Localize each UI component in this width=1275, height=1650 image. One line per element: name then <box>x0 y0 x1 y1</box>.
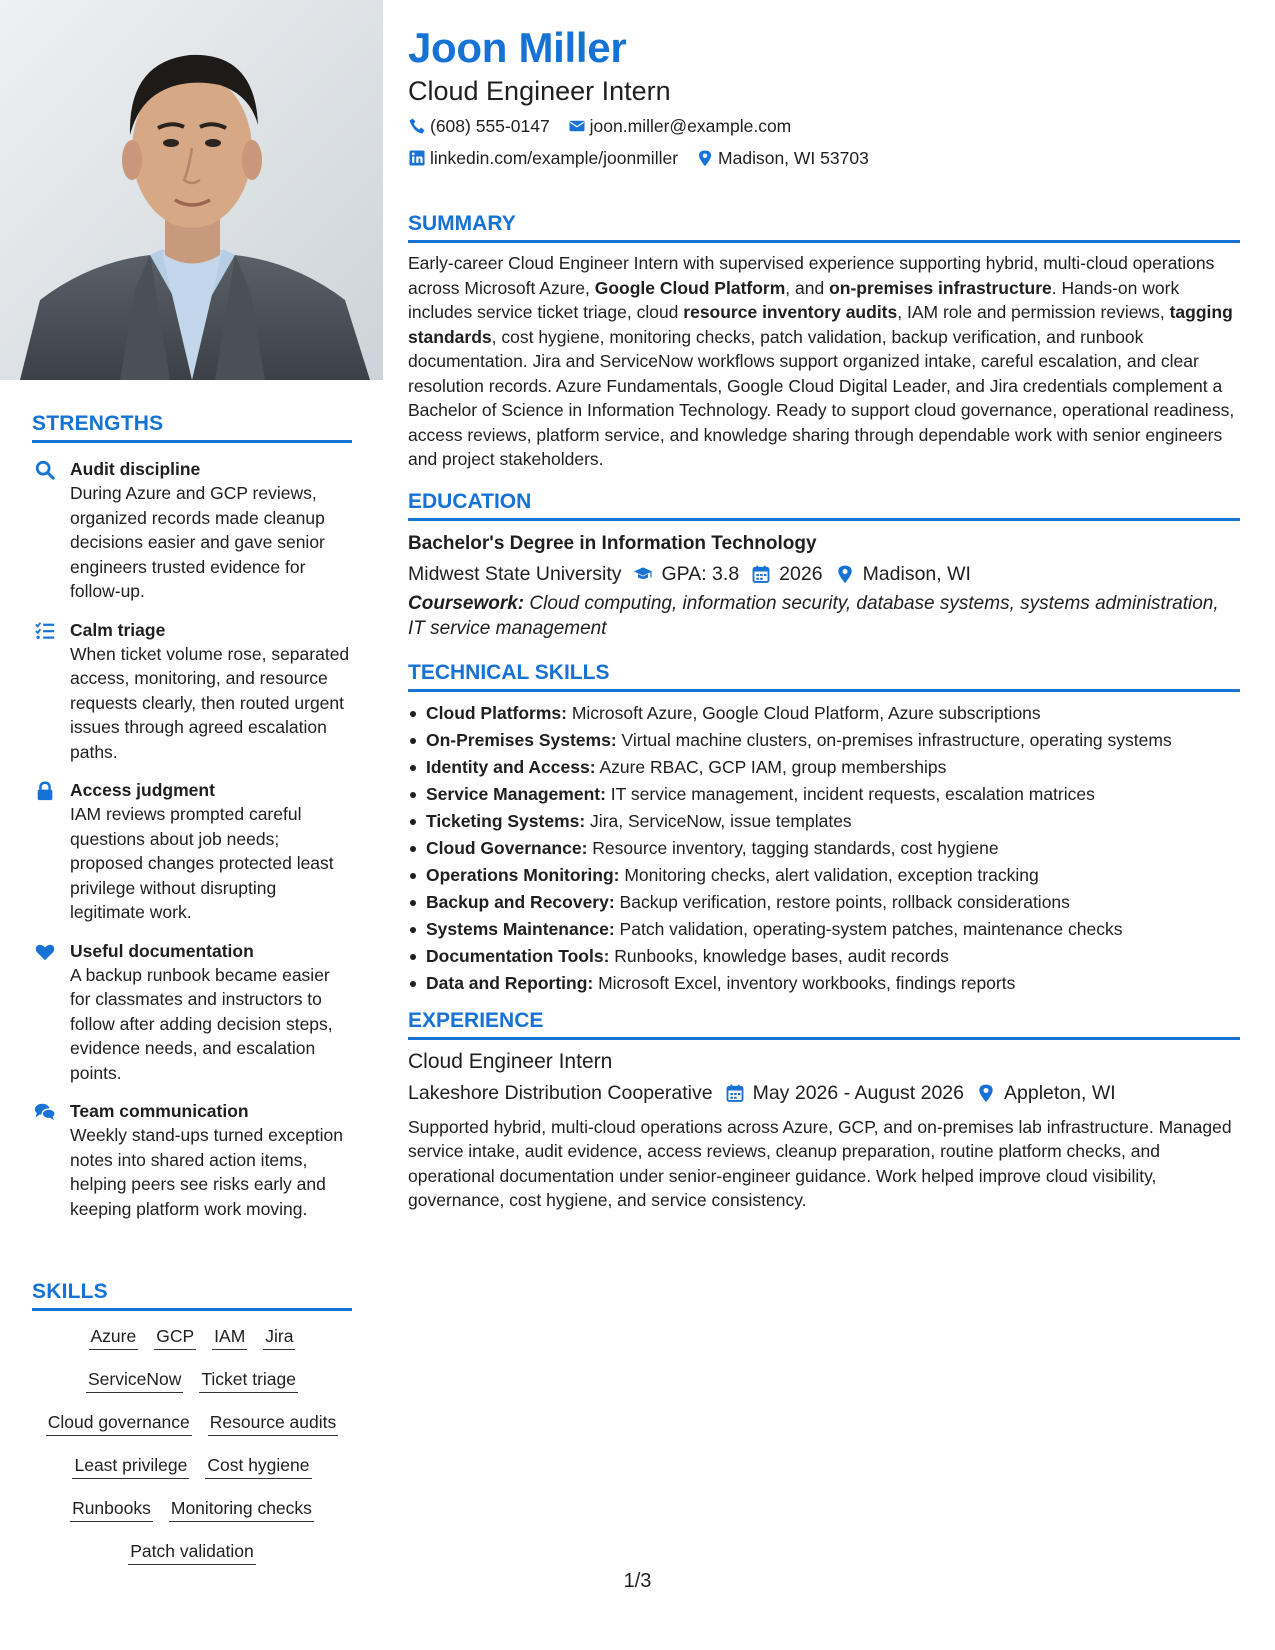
skill-row <box>32 1497 352 1522</box>
strength-text: A backup runbook became easier for classmates and instructors to follow after adding decision steps, evidence needs, and escalation points. <box>70 964 333 1083</box>
skill-tag: Monitoring checks <box>169 1497 314 1522</box>
skill-tag: Cloud governance <box>46 1411 192 1436</box>
skill-tag: Resource audits <box>208 1411 338 1436</box>
skill-tag: Patch validation <box>128 1540 256 1565</box>
education-title: EDUCATION <box>408 490 1240 521</box>
summary-title: SUMMARY <box>408 212 1240 243</box>
phone-text: (608) 555-0147 <box>430 116 550 136</box>
technical-skill-item: Operations Monitoring: Monitoring checks, alert validation, exception tracking <box>408 862 1240 889</box>
experience-section <box>408 1009 1240 1213</box>
heart-icon <box>34 941 56 963</box>
email-contact[interactable] <box>568 114 792 138</box>
envelope-icon <box>568 117 586 135</box>
job-info <box>408 1079 1240 1107</box>
job-description: Supported hybrid, multi-cloud operations across Azure, GCP, and on-premises lab infrastructure. Managed service intake, audit evidence, access reviews, cleanup preparation, routine platform checks, and operational documentation under senior-engineer guidance. Work helped improve cloud visibility, governance, cost hygiene, and service consistency. <box>408 1116 1232 1210</box>
school-name: Midwest State University <box>408 562 622 585</box>
experience-title: EXPERIENCE <box>408 1009 1240 1040</box>
strength-title: Access judgment <box>70 780 215 800</box>
job-dates: May 2026 - August 2026 <box>725 1079 964 1107</box>
calendar-icon <box>751 564 771 584</box>
grad-year: 2026 <box>751 560 822 588</box>
strength-title: Team communication <box>70 1101 249 1121</box>
profile-photo <box>0 0 383 380</box>
skill-tags <box>32 1325 352 1565</box>
strength-text: During Azure and GCP reviews, organized records made cleanup decisions easier and gave senior engineers trusted evidence for follow-up. <box>70 483 325 601</box>
summary-text: Early-career Cloud Engineer Intern with supervised experience supporting hybrid, multi-cloud operations across Microsoft Azure, Google Cloud Platform, and on-premises infrastructure. Hands-on work includes service ticket triage, cloud resource inventory audits, IAM role and permission reviews, tagging standards, cost hygiene, monitoring checks, patch validation, backup verification, and runbook documentation. Jira and ServiceNow workflows support organized intake, careful escalation, and clear resolution records. Azure Fundamentals, Google Cloud Digital Leader, and Jira credentials complement a Bachelor of Science in Information Technology. Ready to support cloud governance, operational readiness, access reviews, platform service, and knowledge sharing through dependable work with senior engineers and project stakeholders. <box>408 253 1235 469</box>
technical-skill-item: On-Premises Systems: Virtual machine clusters, on-premises infrastructure, operating systems <box>408 727 1240 754</box>
skill-tag: Cost hygiene <box>205 1454 311 1479</box>
map-pin-icon <box>835 564 855 584</box>
skill-tag: ServiceNow <box>86 1368 183 1393</box>
technical-skills-list <box>408 700 1240 997</box>
education-info <box>408 560 1240 588</box>
skill-tag: Jira <box>263 1325 295 1350</box>
search-icon <box>34 459 56 481</box>
gpa: GPA: 3.8 <box>633 560 739 588</box>
skill-row <box>32 1411 352 1436</box>
skill-tag: Ticket triage <box>199 1368 298 1393</box>
strength-item <box>32 618 352 765</box>
skill-row <box>32 1368 352 1393</box>
technical-skill-item: Systems Maintenance: Patch validation, operating-system patches, maintenance checks <box>408 916 1240 943</box>
coursework: Coursework: Cloud computing, information security, database systems, systems administration, IT service management <box>408 592 1219 639</box>
strength-text: IAM reviews prompted careful questions about job needs; proposed changes protected least privilege without disrupting legitimate work. <box>70 804 334 922</box>
technical-skills-section <box>408 661 1240 997</box>
technical-skill-item: Ticketing Systems: Jira, ServiceNow, issue templates <box>408 808 1240 835</box>
map-pin-icon <box>696 149 714 167</box>
location-contact <box>696 146 869 170</box>
phone-icon <box>408 117 426 135</box>
contact-line <box>408 114 1240 138</box>
strength-text: Weekly stand-ups turned exception notes into shared action items, helping peers see risks early and keeping platform work moving. <box>70 1125 344 1219</box>
comments-icon <box>34 1101 56 1123</box>
technical-skill-item: Documentation Tools: Runbooks, knowledge bases, audit records <box>408 943 1240 970</box>
linkedin-contact[interactable] <box>408 146 678 170</box>
company-name: Lakeshore Distribution Cooperative <box>408 1081 713 1104</box>
technical-skill-item: Service Management: IT service management, incident requests, escalation matrices <box>408 781 1240 808</box>
job-title: Cloud Engineer Intern <box>408 1049 613 1073</box>
skill-tag: Azure <box>89 1325 139 1350</box>
email-text: joon.miller@example.com <box>589 116 792 136</box>
candidate-name: Joon Miller <box>408 24 627 71</box>
strength-title: Useful documentation <box>70 940 254 961</box>
skill-row <box>32 1540 352 1565</box>
calendar-icon <box>725 1083 745 1103</box>
technical-skill-item: Backup and Recovery: Backup verification, restore points, rollback considerations <box>408 889 1240 916</box>
strengths-title: STRENGTHS <box>32 412 352 443</box>
strength-item <box>32 778 352 925</box>
job-location: Appleton, WI <box>976 1079 1116 1107</box>
sidebar <box>0 0 383 1650</box>
skills-title: SKILLS <box>32 1280 352 1311</box>
degree-title: Bachelor's Degree in Information Technology <box>408 532 817 554</box>
graduation-cap-icon <box>633 564 653 584</box>
strength-title: Calm triage <box>70 619 166 640</box>
skill-row <box>32 1454 352 1479</box>
linkedin-text: linkedin.com/example/joonmiller <box>430 148 679 168</box>
technical-skill-item: Identity and Access: Azure RBAC, GCP IAM, group memberships <box>408 754 1240 781</box>
strengths-section <box>32 412 352 1235</box>
strength-title: Audit discipline <box>70 459 201 479</box>
strength-item <box>32 1099 352 1221</box>
strength-item <box>32 939 352 1086</box>
summary-section <box>408 212 1240 472</box>
technical-skills-title: TECHNICAL SKILLS <box>408 661 1240 692</box>
skill-row <box>32 1325 352 1350</box>
school-location: Madison, WI <box>835 560 971 588</box>
lock-icon <box>34 780 56 802</box>
technical-skill-item: Cloud Governance: Resource inventory, tagging standards, cost hygiene <box>408 835 1240 862</box>
skill-tag: Least privilege <box>72 1454 189 1479</box>
location-text: Madison, WI 53703 <box>718 148 869 168</box>
main-content <box>408 22 1240 1213</box>
strength-text: When ticket volume rose, separated access, monitoring, and resource requests clearly, then routed urgent issues through agreed escalation paths. <box>70 643 350 762</box>
skill-tag: IAM <box>212 1325 247 1350</box>
skill-tag: GCP <box>154 1325 196 1350</box>
list-check-icon <box>34 620 56 642</box>
linkedin-icon <box>408 149 426 167</box>
page-number: 1/3 <box>623 1570 652 1592</box>
skills-section <box>32 1280 352 1583</box>
phone-contact[interactable] <box>408 114 550 138</box>
strength-item <box>32 457 352 604</box>
skill-tag: Runbooks <box>70 1497 153 1522</box>
candidate-role: Cloud Engineer Intern <box>408 76 671 106</box>
technical-skill-item: Cloud Platforms: Microsoft Azure, Google Cloud Platform, Azure subscriptions <box>408 700 1240 727</box>
technical-skill-item: Data and Reporting: Microsoft Excel, inventory workbooks, findings reports <box>408 970 1240 997</box>
education-section <box>408 490 1240 641</box>
contact-line <box>408 146 1240 170</box>
map-pin-icon <box>976 1083 996 1103</box>
